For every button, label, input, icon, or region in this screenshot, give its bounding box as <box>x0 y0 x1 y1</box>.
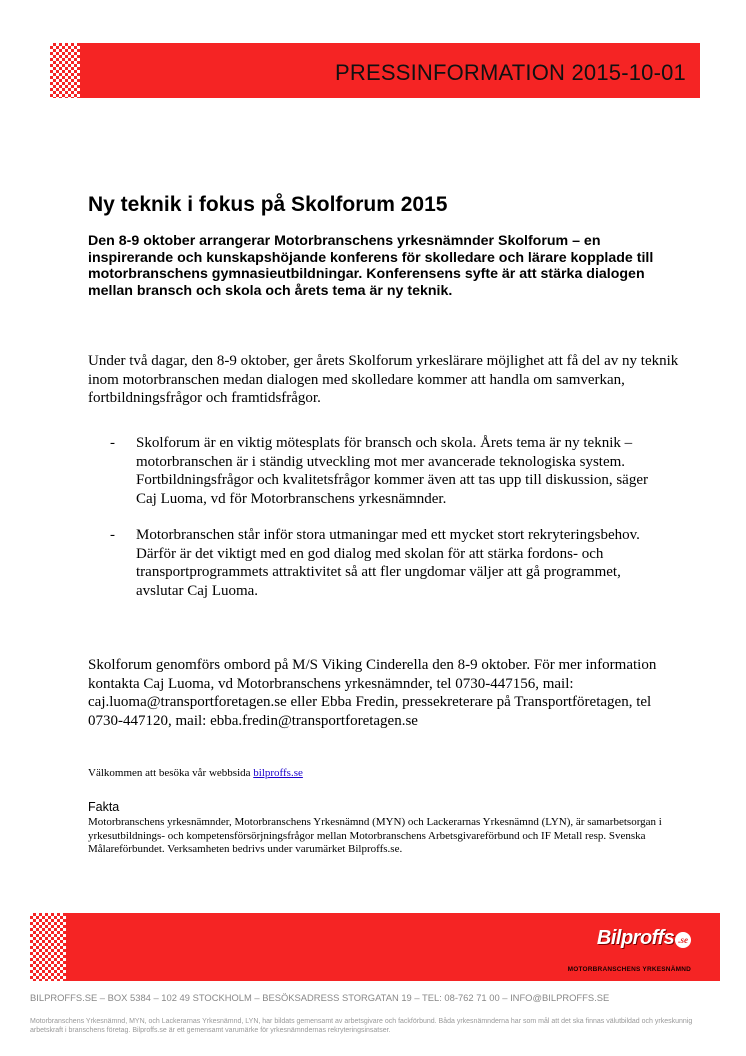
quote-item <box>110 526 670 600</box>
quote-item <box>110 434 670 508</box>
visit-text: Välkommen att besöka vår webbsida <box>88 767 254 779</box>
quote-text: Skolforum är en viktig mötesplats för bransch och skola. Årets tema är ny teknik – motorbranschen är i ständig utveckling mot mer avancerade teknologiska system. Fortbildningsfrågor och kvalitetsfrågor kommer även att tas upp till diskussion, säger Caj Luoma, vd för Motorbranschens yrkesnämnder. <box>136 435 648 507</box>
lead-paragraph: Den 8-9 oktober arrangerar Motorbranschens yrkesnämnder Skolforum – en inspirerande och kunskapshöjande konferens för skolledare och lärare kopplade till motorbranschens gymnasieutbildningar. Konferensens syfte är att stärka dialogen mellan bransch och skola och årets tema är ny teknik. <box>88 233 654 299</box>
fakta-title: Fakta <box>88 800 120 814</box>
body-paragraph-1: Under två dagar, den 8-9 oktober, ger årets Skolforum yrkeslärare möjlighet att få del av ny teknik inom motorbranschen medan dialogen med skolledare kommer att handla om samverkan, fortbildningsfrågor och framtidsfrågor. <box>88 353 679 406</box>
headline: Ny teknik i fokus på Skolforum 2015 <box>88 193 448 216</box>
footer-address: BILPROFFS.SE – BOX 5384 – 102 49 STOCKHOLM – BESÖKSADRESS STORGATAN 19 – TEL: 08-762 71 00 – INFO@BILPROFFS.SE <box>30 992 610 1003</box>
website-link[interactable]: bilproffs.se <box>253 767 303 779</box>
dash-marker: - <box>110 435 115 451</box>
fakta-text: Motorbranschens yrkesnämnder, Motorbranschens Yrkesnämnd (MYN) och Lackerarnas Yrkesnämnd (LYN), är samarbetsorgan i yrkesutbildnings- och kompetensförsörjningsfrågor mellan Motorbranschens Arbetsgivareförbund och IF Metall resp. Svenska Målareförbundet. Verksamheten bedrivs under varumärket Bilproffs.se. <box>88 816 662 856</box>
logo-se-badge: .se <box>675 932 691 948</box>
bilproffs-logo <box>597 927 691 950</box>
logo-subtitle: MOTORBRANSCHENS YRKESNÄMND <box>567 966 691 973</box>
dash-marker: - <box>110 527 115 543</box>
footer-fine-print: Motorbranschens Yrkesnämnd, MYN, och Lackerarnas Yrkesnämnd, LYN, har bildats gemensamt av arbetsgivare och fackförbund. Båda yrkesnämnderna har som mål att det ska finnas välutbildad och yrkeskunnig arbetskraft i branschens företag. Bilproffs.se är ett gemensamt varumärke för yrkesnämndernas rekryteringsinsatser. <box>30 1018 693 1034</box>
logo-wordmark: Bilproffs <box>596 927 675 949</box>
body-paragraph-2: Skolforum genomförs ombord på M/S Viking Cinderella den 8-9 oktober. För mer information kontakta Caj Luoma, vd Motorbranschens yrkesnämnder, tel 0730-447156, mail: caj.luoma@transportforetagen.se eller Ebba Fredin, pressekreterare på Transportföretagen, tel 0730-447120, mail: ebba.fredin@transportforetagen.se <box>88 657 657 729</box>
header-title: PRESSINFORMATION 2015-10-01 <box>335 60 686 85</box>
checker-pattern-icon <box>30 913 66 981</box>
quote-list <box>110 434 670 618</box>
visit-line <box>88 767 303 779</box>
checker-pattern-icon <box>50 43 80 98</box>
quote-text: Motorbranschen står inför stora utmaningar med ett mycket stort rekryteringsbehov. Därför är det viktigt med en god dialog med skolan för att stärka fordons- och transportprogrammets attraktivitet så att fler ungdomar väljer att gå programmet, avslutar Caj Luoma. <box>136 527 640 599</box>
